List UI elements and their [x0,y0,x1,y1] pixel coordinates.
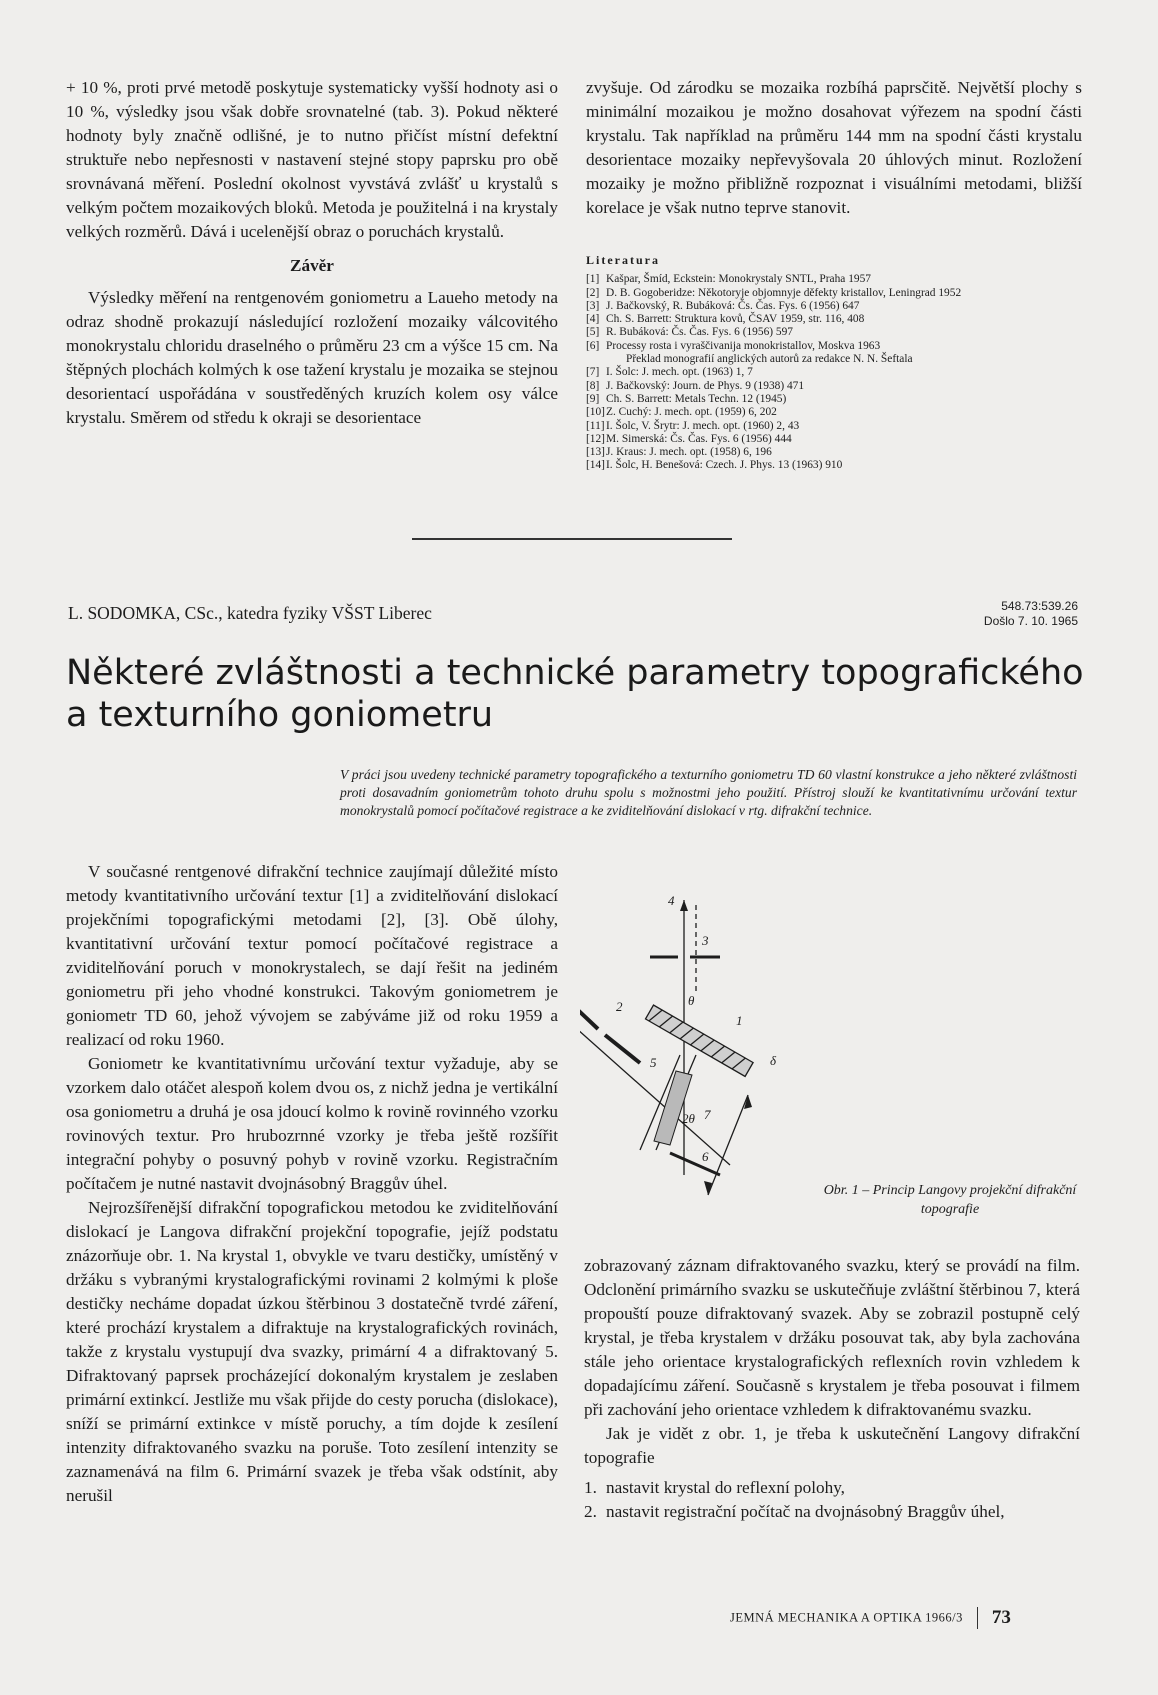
body-paragraph-3: Nejrozšířenější difrakční topografickou metodou ke zviditelňování dislokací je Langova difrakční projekční topografie, jejíž podstatu znázorňuje obr. 1. Na krystal 1, obvykle ve tvaru destičky, umístěný v držáku s vybranými krystalografickými rovinami 2 kolmými k ploše destičky necháme dopadat úzkou štěrbinou 3 dostatečně tvrdé záření, které prochází krystalem a difraktuje na krystalografických rovinách, takže z krystalu vystupují dva svazky, primární 4 a difraktovaný 5. Difraktovaný paprsek procházející dokonalým krystalem je zeslaben primární extinkcí. Jestliže mu však přijde do cesty porucha (dislokace), sníží se primární extinkce v místě poruchy, a tím dojde k zesílení intenzity difraktovaného svazku na poruše. Toto zesílení intenzity se zaznamenává na film 6. Primární svazek je třeba však odstínit, aby nerušil [66,1198,558,1505]
label-theta: θ [688,993,695,1008]
article-meta [984,599,1078,629]
conclusion-paragraph: Výsledky měření na rentgenovém goniometru a Laueho metody na odraz shodně prokazují následující rozložení mozaiky válcovitého monokrystalu chloridu draselného o průměru 23 cm a výšce 15 cm. Na štěpných plochách kolmých k ose tažení krystalu je mozaika se stejnou desorientací uspořádána v soustředěných kruzích kolem osy válce krystalu. Směrem od středu k okraji se desorientace [66,288,558,427]
conclusion-heading: Závěr [290,256,334,275]
article-author: L. SODOMKA, CSc., katedra fyziky VŠST Liberec [68,603,432,623]
references [586,254,1086,473]
received-date: Došlo 7. 10. 1965 [983,614,1078,628]
list-item-number: 2. [584,1502,597,1521]
reference-text: Překlad monografií anglických autorů za redakce N. N. Šeftala [626,353,913,366]
reference-item [586,287,1086,300]
reference-text: J. Kraus: J. mech. opt. (1958) 6, 196 [606,446,772,459]
reference-text: Processy rosta i vyraščivanija monokristallov, Moskva 1963 [606,339,881,352]
reference-number: [2] [586,286,600,299]
top-right-column [586,76,1082,220]
reference-text: D. B. Gogoberidze: Někotoryje objomnyje děfekty kristallov, Leningrad 1952 [606,286,962,299]
film-upper [580,993,598,1029]
article-title: Některé zvláštnosti a technické parametry topografického a texturního goniometru [66,653,1084,735]
list-item-text: nastavit registrační počítač na dvojnásobný Braggův úhel, [606,1502,1005,1521]
body-left-column [66,860,558,1508]
list-item-text: nastavit krystal do reflexní polohy, [606,1478,845,1497]
reference-number: [7] [586,366,600,379]
journal-name: JEMNÁ MECHANIKA A OPTIKA 1966/3 [730,1610,963,1625]
reference-item [586,313,1086,326]
reference-number: [4] [586,313,600,326]
reference-number: [8] [586,379,600,392]
reference-number: [5] [586,326,600,339]
translation-arrow [708,1095,748,1195]
reference-item [586,380,1086,393]
right-paragraph-2: Jak je vidět z obr. 1, je třeba k uskutečnění Langovy difrakční topografie [584,1424,1080,1467]
reference-item [586,366,1086,379]
reference-text: R. Bubáková: Čs. Čas. Fys. 6 (1956) 597 [606,326,793,339]
top-right-paragraph: zvyšuje. Od zárodku se mozaika rozbíhá paprsčitě. Největší plochy s minimální mozaikou je možno dosahovat výřezem na spodní části krystalu. Tak například na průměru 144 mm na spodní části krystalu desorientace mozaiky nepřevyšovala 20 úhlových minut. Rozložení mozaiky je možno přibližně rozpoznat i visuálními metodami, bližší korelace je však nutno teprve stanovit. [586,78,1082,217]
body-paragraph-1: V současné rentgenové difrakční technice zaujímají důležité místo metody kvantitativního určování textur [1] a zviditelňování dislokací projekčními topografickými metodami [2], [3]. Obě úlohy, kvantitativní určování textur pomocí počítačové registrace a zviditelňování poruch v monokrystalech, se dají řešit na jediném goniometru při jeho vhodné konstrukci. Takovým goniometrem je goniometr TD 60, jehož vývojem se zabýváme již od roku 1959 a realizací od roku 1960. [66,862,558,1049]
reference-number: [1] [586,273,600,286]
label-3: 3 [702,933,709,948]
top-left-paragraph: + 10 %, proti prvé metodě poskytuje systematicky vyšší hodnoty asi o 10 %, výsledky jsou však dobře srovnatelné (tab. 3). Pokud některé hodnoty byly značně odlišné, je to nutno přičíst místní defektní struktuře nebo nepřesnosti v nastavení stejné stopy paprsku pro obě srovnávaná měření. Poslední okolnost vyvstává zvlášť u krystalů s velkým počtem mozaikových bloků. Metoda je použitelná i na krystaly velkých rozměrů. Dává i ucelenější obraz o poruchách krystalů. [66,78,558,241]
label-delta: δ [770,1053,777,1068]
reference-text: Ch. S. Barrett: Struktura kovů, ČSAV 1959, str. 116, 408 [606,313,865,326]
reference-text: Kašpar, Šmíd, Eckstein: Monokrystaly SNTL, Praha 1957 [606,273,871,286]
reference-text: J. Bačkovský: Journ. de Phys. 9 (1938) 471 [606,379,805,392]
article-abstract: V práci jsou uvedeny technické parametry topografického a texturního goniometru TD 60 vlastní konstrukce a jeho některé zvláštnosti proti dosavadním goniometrům tohoto druhu spolu s možnostmi jeho použití. Přístroj slouží ke kvantitativnímu určování textur monokrystalů pomocí počítačové registrace a ke zviditelňování dislokací v rtg. difrakční technice. [340,767,1077,818]
reference-item [586,326,1086,339]
reference-item [586,273,1086,286]
footer-separator [977,1607,978,1629]
reference-number: [10] [586,406,605,419]
top-left-column [66,76,558,430]
numbered-list [584,1476,1080,1524]
body-right-column [584,1254,1080,1524]
label-5: 5 [650,1055,657,1070]
right-paragraph-1: zobrazovaný záznam difraktovaného svazku, který se provádí na film. Odclonění primárního svazku se uskutečňuje zvláštní štěrbinou 7, která propouští pouze difraktovaný svazek. Aby se zobrazil postupně celý krystal, je třeba krystalem v držáku posouvat tak, aby byla zachována stále jeho orientace krystalografických reflexních rovin vzhledem k dopadajícímu záření. Současně s krystalem je třeba posouvat i filmem při zachování jeho orientace vzhledem k difraktovanému svazku. [584,1256,1080,1419]
reference-item [586,433,1086,446]
reference-item [586,406,1086,419]
reference-item [586,420,1086,433]
diffracted-region [654,1071,692,1145]
label-6: 6 [702,1149,709,1164]
reference-number: [12] [586,432,605,445]
reference-item [586,446,1086,459]
reference-list [586,273,1086,472]
label-1: 1 [736,1013,743,1028]
label-2theta: 2θ [682,1111,695,1126]
reference-item [586,353,1086,366]
section-divider [412,538,732,540]
reference-number: [3] [586,299,600,312]
list-item [584,1500,1080,1524]
reference-number: [11] [586,419,605,432]
reference-text: Z. Cuchý: J. mech. opt. (1959) 6, 202 [606,406,777,419]
film-six [670,1153,720,1175]
label-7: 7 [704,1107,711,1122]
reference-text: I. Šolc: J. mech. opt. (1963) 1, 7 [606,366,753,379]
label-4: 4 [668,893,675,908]
page-footer [730,1607,1011,1629]
reference-number: [9] [586,392,600,405]
reference-text: I. Šolc, H. Benešová: Czech. J. Phys. 13 (1963) 910 [606,459,843,472]
reference-text: J. Bačkovský, R. Bubáková: Čs. Čas. Fys. 6 (1956) 647 [606,299,860,312]
figure-caption: Obr. 1 – Princip Langovy projekční difrakční topografie [823,1183,1077,1217]
list-item-number: 1. [584,1478,597,1497]
reference-text: M. Simerská: Čs. Čas. Fys. 6 (1956) 444 [606,432,792,445]
page-number: 73 [991,1607,1011,1628]
label-2: 2 [616,999,623,1014]
reference-number: [14] [586,459,605,472]
reference-item [586,340,1086,353]
reference-item [586,300,1086,313]
beam-arrow-head [680,900,688,911]
body-paragraph-2: Goniometr ke kvantitativnímu určování textur vyžaduje, aby se vzorkem dalo otáčet alespoň kolem dvou os, z nichž jedna je vertikální osa goniometru a druhá je osa jdoucí kolmo k rovině rovinného vzorku rovinových textur. Pro hrubozrnné vzorky je třeba ještě rozšířit integrační pohyby o posuvný pohyb v rovině vzorku. Registračním počítačem je nutné nastavit dvojnásobný Braggův úhel. [66,1054,558,1193]
reference-number [586,353,606,366]
reference-text: I. Šolc, V. Šrytr: J. mech. opt. (1960) 2, 43 [606,419,800,432]
references-heading: Literatura [586,253,660,267]
classification-code: 548.73:539.26 [1001,599,1078,613]
reference-number: [13] [586,446,605,459]
reference-number: [6] [586,339,600,352]
reference-item [586,459,1086,472]
reference-text: Ch. S. Barrett: Metals Techn. 12 (1945) [606,392,787,405]
list-item [584,1476,1080,1500]
reference-item [586,393,1086,406]
